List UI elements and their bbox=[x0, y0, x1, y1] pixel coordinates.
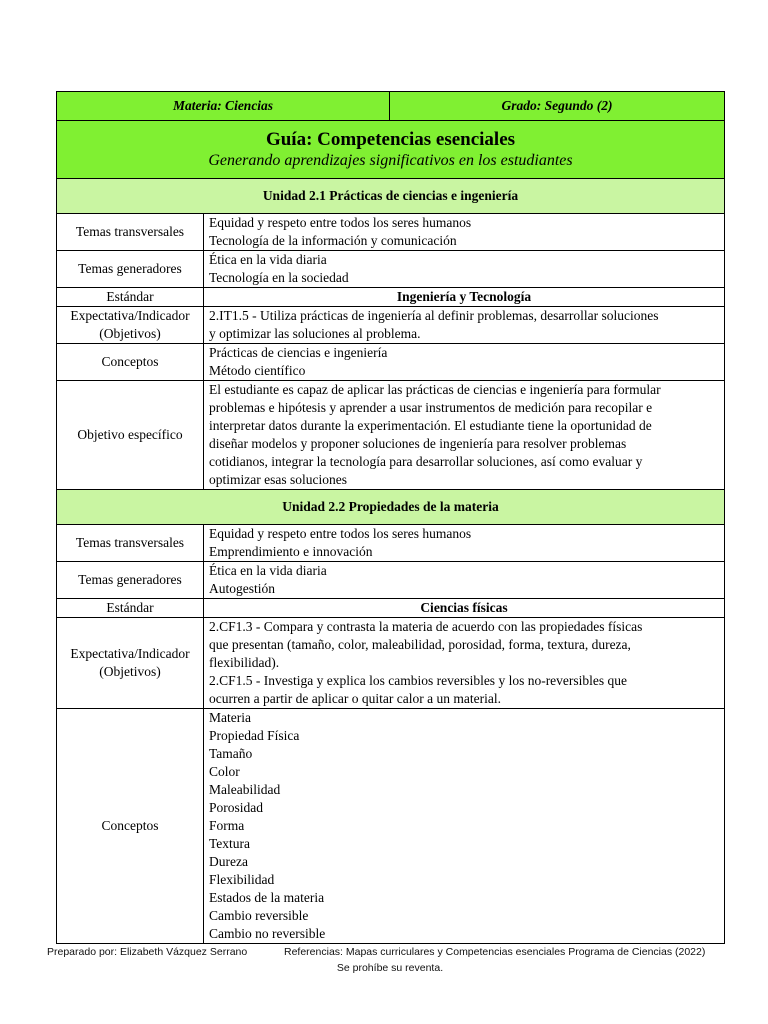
list-item: Ética en la vida diaria bbox=[209, 563, 327, 578]
unit-1-estandar-row bbox=[57, 288, 725, 307]
list-item: Dureza bbox=[209, 854, 248, 869]
unit-1-transversales-row bbox=[57, 214, 725, 251]
guide-subtitle: Generando aprendizajes significativos en los estudiantes bbox=[208, 151, 573, 169]
text-line: diseñar modelos y proponer soluciones de ingeniería para resolver problemas bbox=[209, 436, 627, 451]
list-item: Equidad y respeto entre todos los seres humanos bbox=[209, 526, 472, 541]
list-item: Cambio no reversible bbox=[209, 926, 326, 941]
text-line: 2.CF1.3 - Compara y contrasta la materia de acuerdo con las propiedades físicas bbox=[209, 619, 643, 634]
list-item: Equidad y respeto entre todos los seres humanos bbox=[209, 215, 472, 230]
label-temas-generadores: Temas generadores bbox=[57, 251, 204, 288]
list-item: Prácticas de ciencias e ingeniería bbox=[209, 345, 388, 360]
text-line: y optimizar las soluciones al problema. bbox=[209, 326, 421, 341]
label-conceptos: Conceptos bbox=[57, 709, 204, 944]
unit-1-objetivo-row bbox=[57, 381, 725, 490]
list-item: Porosidad bbox=[209, 800, 263, 815]
label-estandar: Estándar bbox=[57, 288, 204, 307]
label-expectativa-line-2: (Objetivos) bbox=[99, 664, 161, 679]
unit-1-conceptos bbox=[204, 344, 725, 381]
unit-2-conceptos-row bbox=[57, 709, 725, 944]
unit-2-estandar: Ciencias físicas bbox=[204, 599, 725, 618]
unit-2-transversales bbox=[204, 525, 725, 562]
list-item: Estados de la materia bbox=[209, 890, 325, 905]
list-item: Ética en la vida diaria bbox=[209, 252, 327, 267]
list-item: Flexibilidad bbox=[209, 872, 275, 887]
competencias-table bbox=[56, 91, 725, 944]
guide-title-row bbox=[57, 121, 725, 179]
text-line: optimizar esas soluciones bbox=[209, 472, 347, 487]
materia-cell: Materia: Ciencias bbox=[57, 92, 390, 121]
label-expectativa-line-1: Expectativa/Indicador bbox=[70, 308, 190, 323]
list-item: Emprendimiento e innovación bbox=[209, 544, 373, 559]
unit-1-generadores-row bbox=[57, 251, 725, 288]
unit-1-expectativa bbox=[204, 307, 725, 344]
label-expectativa-line-1: Expectativa/Indicador bbox=[70, 646, 190, 661]
header-row bbox=[57, 92, 725, 121]
unit-1-estandar: Ingeniería y Tecnología bbox=[204, 288, 725, 307]
list-item: Forma bbox=[209, 818, 245, 833]
unit-1-conceptos-row bbox=[57, 344, 725, 381]
label-objetivo-especifico: Objetivo específico bbox=[57, 381, 204, 490]
label-expectativa-line-2: (Objetivos) bbox=[99, 326, 161, 341]
text-line: que presentan (tamaño, color, maleabilidad, porosidad, forma, textura, dureza, bbox=[209, 637, 631, 652]
list-item: Método científico bbox=[209, 363, 306, 378]
unit-1-objetivo bbox=[204, 381, 725, 490]
label-temas-generadores: Temas generadores bbox=[57, 562, 204, 599]
label-conceptos: Conceptos bbox=[57, 344, 204, 381]
list-item: Materia bbox=[209, 710, 251, 725]
list-item: Color bbox=[209, 764, 240, 779]
unit-2-expectativa bbox=[204, 618, 725, 709]
unit-2-transversales-row bbox=[57, 525, 725, 562]
unit-1-title-row bbox=[57, 179, 725, 214]
references: Referencias: Mapas curriculares y Competencias esenciales Programa de Ciencias (2022) bbox=[284, 946, 706, 958]
text-line: problemas e hipótesis y aprender a usar instrumentos de medición para recopilar e bbox=[209, 400, 653, 415]
text-line: ocurren a partir de aplicar o quitar calor a un material. bbox=[209, 691, 501, 706]
list-item: Textura bbox=[209, 836, 251, 851]
list-item: Tamaño bbox=[209, 746, 253, 761]
list-item: Tecnología en la sociedad bbox=[209, 270, 349, 285]
unit-2-title: Unidad 2.2 Propiedades de la materia bbox=[57, 490, 725, 525]
page-footer bbox=[0, 946, 768, 974]
unit-2-generadores bbox=[204, 562, 725, 599]
guide-title: Guía: Competencias esenciales bbox=[265, 128, 516, 150]
text-line: El estudiante es capaz de aplicar las prácticas de ciencias e ingeniería para formular bbox=[209, 382, 661, 397]
text-line: 2.IT1.5 - Utiliza prácticas de ingeniería al definir problemas, desarrollar soluciones bbox=[209, 308, 659, 323]
list-item: Cambio reversible bbox=[209, 908, 309, 923]
list-item: Maleabilidad bbox=[209, 782, 281, 797]
list-item: Tecnología de la información y comunicación bbox=[209, 233, 457, 248]
text-line: cotidianos, integrar la tecnología para desarrollar soluciones, así como evaluar y bbox=[209, 454, 643, 469]
grado-cell: Grado: Segundo (2) bbox=[390, 92, 725, 121]
list-item: Autogestión bbox=[209, 581, 275, 596]
unit-2-generadores-row bbox=[57, 562, 725, 599]
unit-2-conceptos bbox=[204, 709, 725, 944]
label-temas-transversales: Temas transversales bbox=[57, 525, 204, 562]
text-line: interpretar datos durante la experimentación. El estudiante tiene la oportunidad de bbox=[209, 418, 652, 433]
text-line: 2.CF1.5 - Investiga y explica los cambios reversibles y los no-reversibles que bbox=[209, 673, 628, 688]
prepared-by: Preparado por: Elizabeth Vázquez Serrano bbox=[47, 946, 248, 958]
unit-1-expectativa-row bbox=[57, 307, 725, 344]
text-line: flexibilidad). bbox=[209, 655, 280, 670]
label-expectativa bbox=[57, 618, 204, 709]
unit-1-title: Unidad 2.1 Prácticas de ciencias e ingeniería bbox=[57, 179, 725, 214]
unit-2-estandar-row bbox=[57, 599, 725, 618]
unit-1-transversales bbox=[204, 214, 725, 251]
unit-2-expectativa-row bbox=[57, 618, 725, 709]
resale-notice: Se prohíbe su reventa. bbox=[336, 962, 444, 974]
unit-2-title-row bbox=[57, 490, 725, 525]
list-item: Propiedad Física bbox=[209, 728, 300, 743]
label-estandar: Estándar bbox=[57, 599, 204, 618]
unit-1-generadores bbox=[204, 251, 725, 288]
label-expectativa bbox=[57, 307, 204, 344]
label-temas-transversales: Temas transversales bbox=[57, 214, 204, 251]
